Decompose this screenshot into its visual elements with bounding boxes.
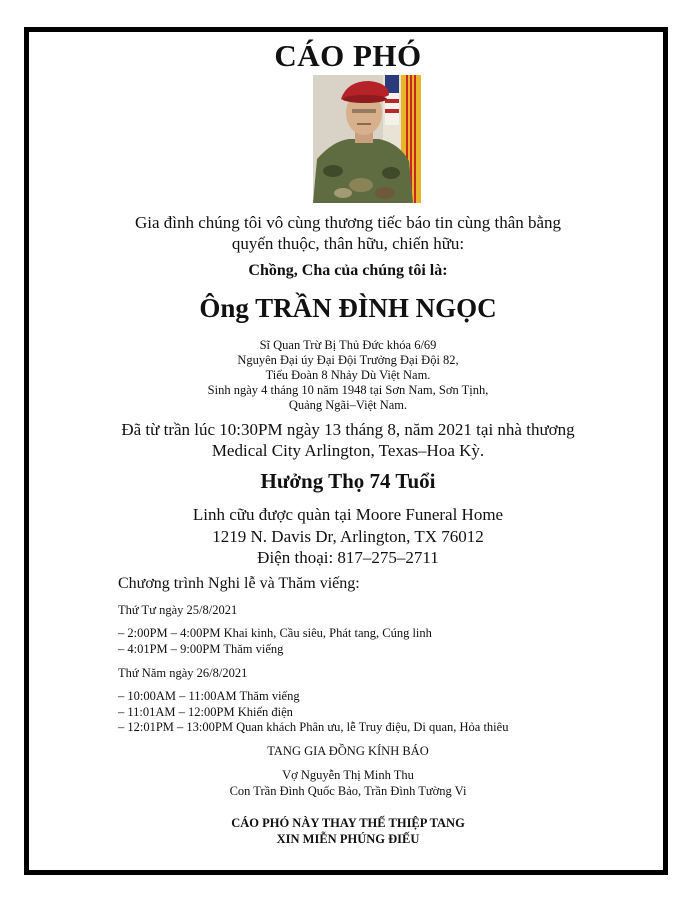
- subheading: Chồng, Cha của chúng tôi là:: [248, 262, 448, 279]
- list-item: – 2:00PM – 4:00PM Khai kinh, Cầu siêu, Phát tang, Cúng linh: [118, 626, 432, 640]
- list-item: – 11:01AM – 12:00PM Khiển điện: [118, 704, 293, 719]
- list-item: – 10:00AM – 11:00AM Thăm viếng: [118, 689, 300, 703]
- announcement: TANG GIA ĐỒNG KÍNH BÁO: [267, 744, 429, 758]
- list-item: – 12:01PM – 13:00PM Quan khách Phân ưu, lễ Truy điệu, Di quan, Hỏa thiêu: [118, 720, 509, 734]
- passing-info: Đã từ trần lúc 10:30PM ngày 13 tháng 8, năm 2021 tại nhà thương Medical City Arlington, Texas–Hoa Kỳ.: [121, 420, 575, 460]
- day1-events: [118, 626, 432, 657]
- program-title: Chương trình Nghi lễ và Thăm viếng:: [118, 575, 360, 592]
- age-heading: Hưởng Thọ 74 Tuổi: [260, 469, 436, 493]
- day2-date: Thứ Năm ngày 26/8/2021: [118, 666, 248, 680]
- flag-us-icon: [385, 75, 399, 125]
- portrait-photo: [313, 75, 421, 203]
- biography: Sĩ Quan Trừ Bị Thủ Đức khóa 6/69 Nguyên Đại úy Đại Đội Trưởng Đại Đội 82, Tiểu Đoàn 8 Nhảy Dù Việt Nam. Sinh ngày 4 tháng 10 năm 1948 tại Sơn Nam, Sơn Tịnh, Quảng Ngãi–Việt Nam.: [207, 338, 489, 412]
- deceased-name: Ông TRẦN ĐÌNH NGỌC: [199, 293, 497, 323]
- day2-events: [118, 689, 508, 736]
- intro-text: Gia đình chúng tôi vô cùng thương tiếc báo tin cùng thân bằng quyến thuộc, thân hữu, chiến hữu:: [134, 213, 562, 253]
- funeral-home-info: Linh cữu được quàn tại Moore Funeral Home 1219 N. Davis Dr, Arlington, TX 76012 Điện thoại: 817–275–2711: [192, 505, 504, 567]
- page-title: CÁO PHÓ: [274, 38, 422, 73]
- closing-note: CÁO PHÓ NÀY THAY THẾ THIỆP TANG XIN MIỄN PHÚNG ĐIẾU: [231, 816, 465, 846]
- family-members: Vợ Nguyễn Thị Minh Thu Con Trần Đình Quốc Bảo, Trần Đình Tường Vi: [229, 768, 467, 798]
- list-item: – 4:01PM – 9:00PM Thăm viếng: [118, 641, 284, 656]
- day1-date: Thứ Tư ngày 25/8/2021: [118, 603, 238, 617]
